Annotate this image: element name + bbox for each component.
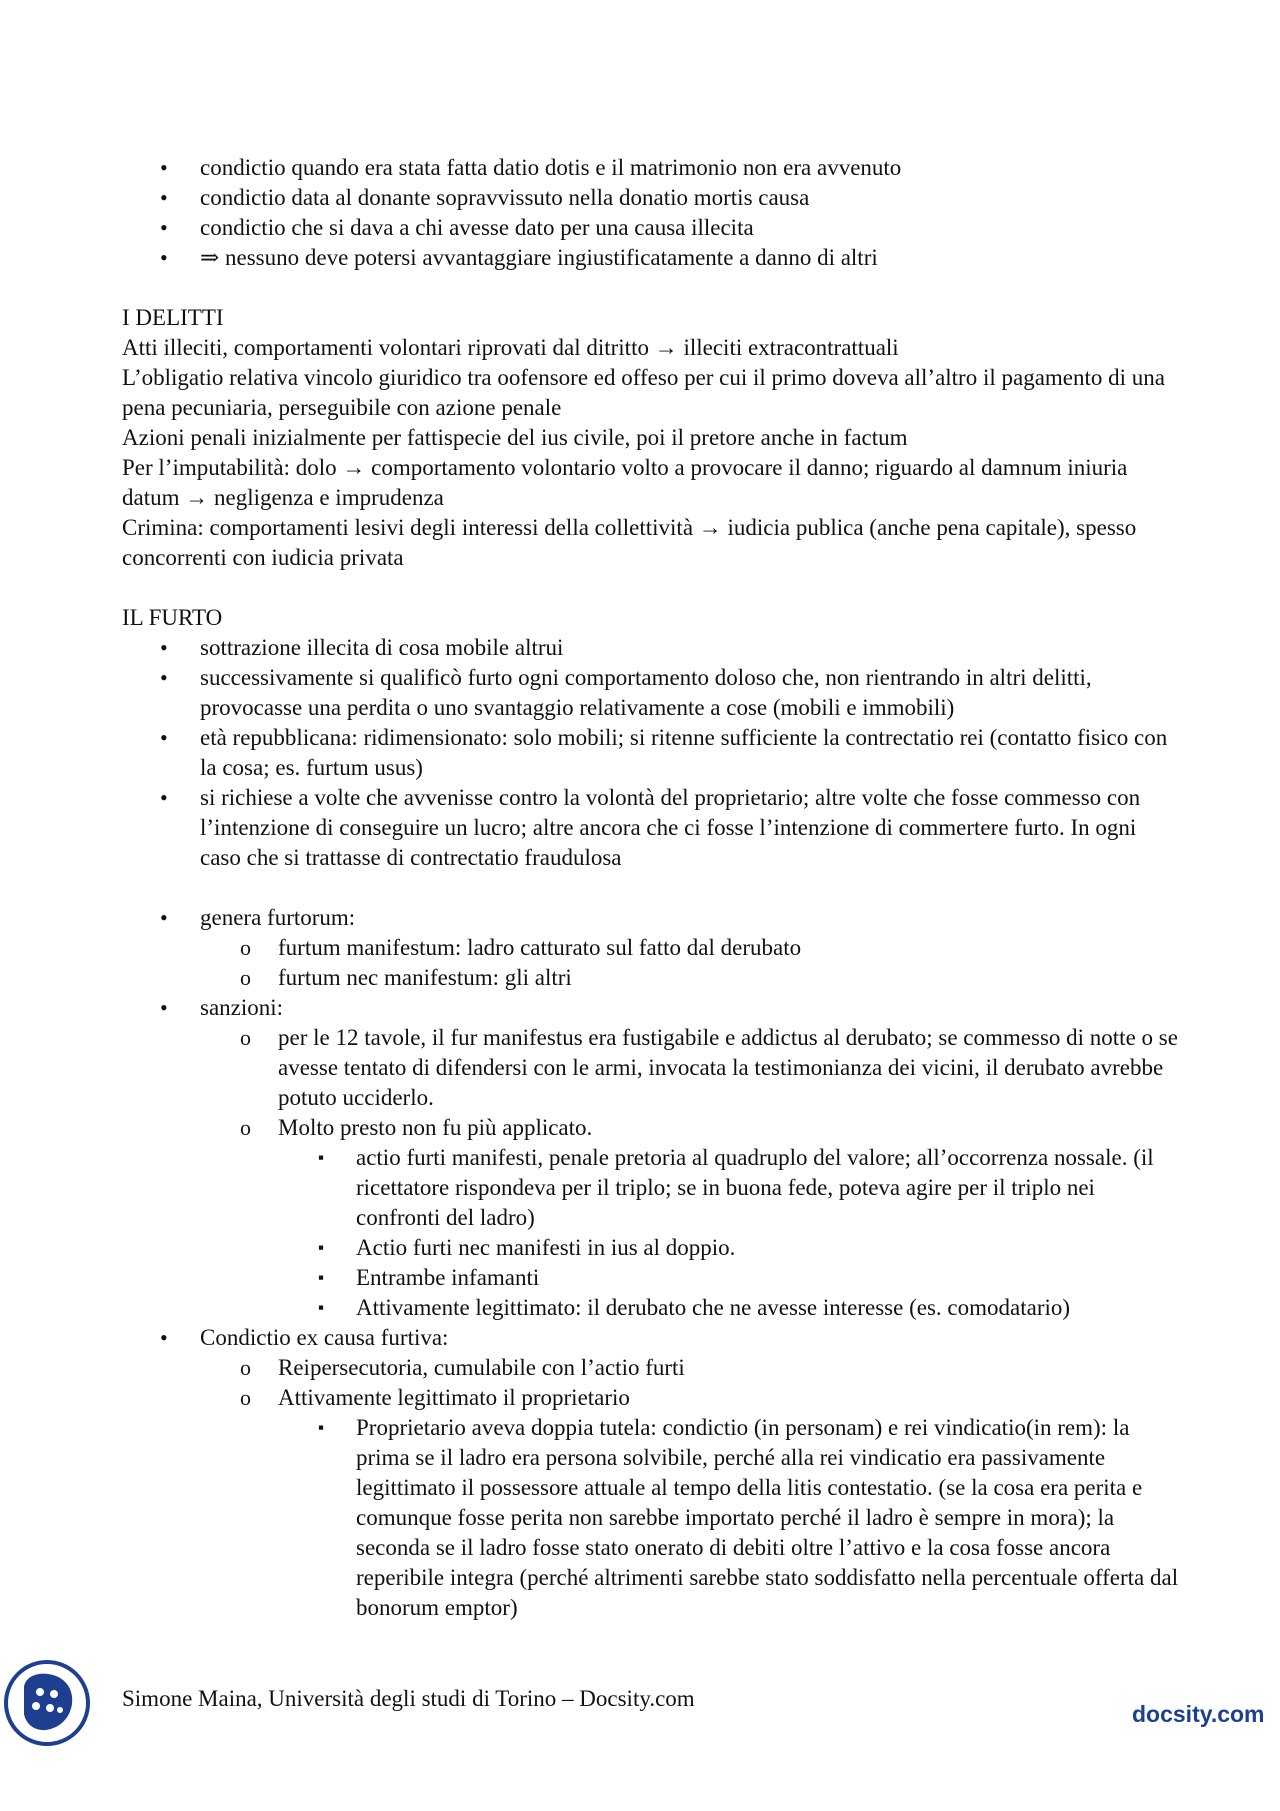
list-item: ▪ Entrambe infamanti [122, 1263, 1182, 1293]
docsity-brand-link[interactable]: docsity.com [1132, 1701, 1265, 1727]
list-item: • condictio data al donante sopravvissuto nella donatio mortis causa [122, 183, 1182, 213]
list-item: • ⇒ nessuno deve potersi avvantaggiare ingiustificatamente a danno di altri [122, 243, 1182, 273]
sanzioni-subsublist [122, 1143, 1182, 1323]
list-item: ▪ Attivamente legittimato: il derubato che ne avesse interesse (es. comodatario) [122, 1293, 1182, 1323]
intro-list [122, 153, 1182, 273]
page-footer: Simone Maina, Università degli studi di Torino – Docsity.com [122, 1686, 695, 1711]
section-title-furto: IL FURTO [122, 605, 223, 630]
paragraph: Crimina: comportamenti lesivi degli interessi della collettività → iudicia publica (anche pena capitale), spesso concorrenti con iudicia privata [122, 515, 1137, 570]
condictio-list [122, 1323, 1182, 1353]
section-title-delitti: I DELITTI [122, 305, 224, 330]
genera-sublist [122, 933, 1182, 993]
list-item: o furtum nec manifestum: gli altri [122, 963, 1182, 993]
list-item: o Attivamente legittimato il proprietario [122, 1383, 1182, 1413]
list-item: • si richiese a volte che avvenisse contro la volontà del proprietario; altre volte che fosse commesso con l’intenzione di conseguire un lucro; altre ancora che ci fosse l’intenzione di commertere furto. In ogni caso che si trattasse di contrectatio fraudulosa [122, 783, 1182, 873]
paragraph: Azioni penali inizialmente per fattispecie del ius civile, poi il pretore anche in factum [122, 425, 908, 450]
list-item: o Reipersecutoria, cumulabile con l’actio furti [122, 1353, 1182, 1383]
list-item-condictio: • Condictio ex causa furtiva: [122, 1323, 1182, 1353]
paragraph: Per l’imputabilità: dolo → comportamento volontario volto a provocare il danno; riguardo al damnum iniuria datum → negligenza e imprudenza [122, 455, 1128, 510]
furto-list [122, 633, 1182, 873]
condictio-sublist [122, 1353, 1182, 1413]
condictio-subsublist [122, 1413, 1182, 1623]
list-item: • età repubblicana: ridimensionato: solo mobili; si ritenne sufficiente la contrectatio rei (contatto fisico con la cosa; es. furtum usus) [122, 723, 1182, 783]
paragraph: L’obligatio relativa vincolo giuridico tra oofensore ed offeso per cui il primo doveva all’altro il pagamento di una pena pecuniaria, perseguibile con azione penale [122, 365, 1165, 420]
paragraph: Atti illeciti, comportamenti volontari riprovati dal ditritto → illeciti extracontrattuali [122, 335, 899, 360]
list-item-genera [122, 903, 1182, 933]
list-item: ▪ Actio furti nec manifesti in ius al doppio. [122, 1233, 1182, 1263]
list-item: • successivamente si qualificò furto ogni comportamento doloso che, non rientrando in altri delitti, provocasse una perdita o uno svantaggio relativamente a cose (mobili e immobili) [122, 663, 1182, 723]
list-item-label: genera furtorum: [200, 905, 356, 930]
furto-details-list [122, 903, 1182, 933]
sanzioni-sublist [122, 1023, 1182, 1143]
document-body [122, 153, 1182, 1623]
list-item: • sottrazione illecita di cosa mobile altrui [122, 633, 1182, 663]
list-item: ▪ actio furti manifesti, penale pretoria al quadruplo del valore; all’occorrenza nossale. (il ricettatore rispondeva per il triplo; se in buona fede, poteva agire per il triplo nei confronti del ladro) [122, 1143, 1182, 1233]
list-item: o per le 12 tavole, il fur manifestus era fustigabile e addictus al derubato; se commesso di notte o se avesse tentato di difendersi con le armi, invocata la testimonianza dei vicini, il derubato avrebbe potuto ucciderlo. [122, 1023, 1182, 1113]
list-item-sanzioni: • sanzioni: [122, 993, 1182, 1023]
sanzioni-list [122, 993, 1182, 1023]
docsity-logo-icon [2, 1658, 92, 1748]
list-item: ▪ Proprietario aveva doppia tutela: condictio (in personam) e rei vindicatio(in rem): la prima se il ladro era persona solvibile, perché alla rei vindicatio era passivamente legittimato il possessore attuale al tempo della litis contestatio. (se la cosa era perita e comunque fosse perita non sarebbe importato perché il ladro è sempre in mora); la seconda se il ladro fosse stato onerato di debiti oltre l’attivo e la cosa fosse ancora reperibile integra (perché altrimenti sarebbe stato soddisfatto nella percentuale offerta dal bonorum emptor) [122, 1413, 1182, 1623]
list-item: o furtum manifestum: ladro catturato sul fatto dal derubato [122, 933, 1182, 963]
list-item: • condictio che si dava a chi avesse dato per una causa illecita [122, 213, 1182, 243]
list-item: o Molto presto non fu più applicato. [122, 1113, 1182, 1143]
list-item: • condictio quando era stata fatta datio dotis e il matrimonio non era avvenuto [122, 153, 1182, 183]
